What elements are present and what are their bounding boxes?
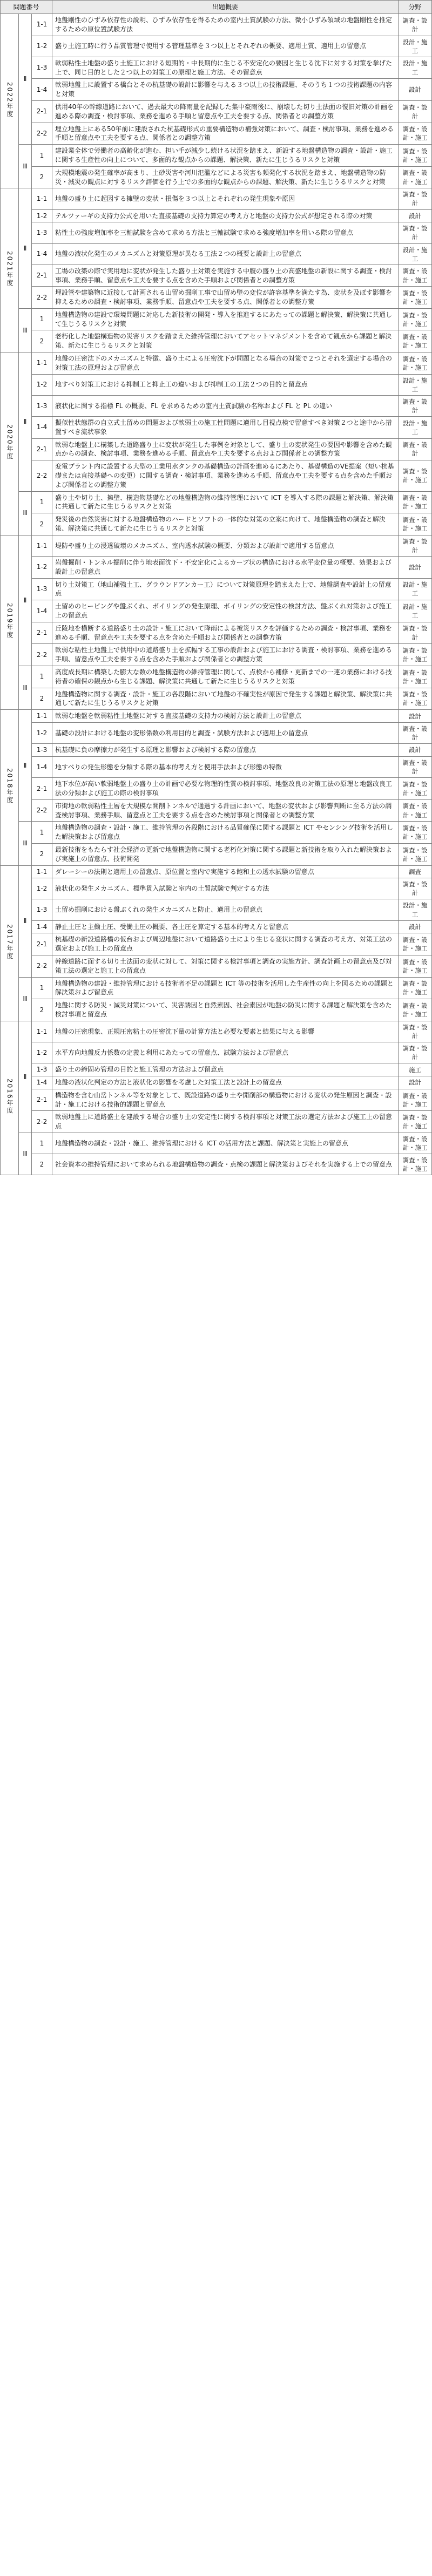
section-numeral: Ⅲ	[19, 822, 32, 865]
table-row	[1, 330, 432, 352]
question-number: 1-4	[32, 1076, 52, 1089]
question-summary: 社会資本の維持管理において求められる地盤構造物の調査・点検の課題と解決策およびそれを実施する上での留意点	[52, 1154, 399, 1175]
table-row	[1, 145, 432, 167]
table-row	[1, 778, 432, 800]
question-field: 設計・施工	[399, 243, 432, 265]
year-label: 2019年度	[5, 603, 14, 639]
question-field: 調査・設計・施工	[399, 955, 432, 978]
question-number: 1-4	[32, 600, 52, 622]
table-row	[1, 513, 432, 535]
table-row	[1, 438, 432, 460]
header-question-number: 問題番号	[1, 1, 52, 14]
question-number: 1	[32, 1133, 52, 1154]
question-summary: 丘陵地を横断する道路盛り土の設計・施工において降雨による被災リスクを評価するための調査・検討事項、業務を進める手順、留意点や工夫を要する点を含めた手順および関係者との調整方策	[52, 622, 399, 644]
question-summary: 地盤構造物に関する調査・設計・施工の各段階において地盤の不確実性が原因で発生する課題と解決策、解決策に共通して新たに生じうるリスクと対策	[52, 688, 399, 710]
question-field: 調査・設計	[399, 722, 432, 743]
question-field: 調査・設計・施工	[399, 352, 432, 375]
question-number: 1-1	[32, 14, 52, 36]
section-numeral: Ⅱ	[19, 535, 32, 666]
question-summary: 変電プラント内に設置する大型の工業用水タンクの基礎構造の計画を進めるにあたり、基礎構造のVE提案（短い杭基礎または直接基礎への変更）に関する調査・検討事項、業務を進める手順、留意点や工夫を要する点を含めた手順および関係者との調整方策	[52, 460, 399, 491]
table-row	[1, 308, 432, 330]
question-summary: 地盤剛性のひずみ依存性の説明、ひずみ依存性を得るための室内土質試験の方法、微小ひずみ領域の地盤剛性を推定するための原位置試験方法	[52, 14, 399, 36]
question-summary: 堤防や盛り土の浸透破壊のメカニズム、室内透水試験の概要、分類および設計で適用する留意点	[52, 535, 399, 556]
section-numeral: Ⅱ	[19, 14, 32, 145]
question-summary: 大規模地震の発生確率が高まり、土砂災害や河川氾濫などによる災害も頻発化する状況を踏まえ、地盤構造物の防災・減災の観点に対するリスク評価を行う上での多面的な観点からの課題、解決策、新たに生じうるリスクと対策	[52, 166, 399, 188]
section-numeral: Ⅲ	[19, 666, 32, 709]
table-row	[1, 756, 432, 777]
question-summary: 基礎の設計における地盤の変形係数の利用目的と調査・試験方法および適用上の留意点	[52, 722, 399, 743]
question-number: 2-2	[32, 1111, 52, 1133]
question-field: 調査・設計・施工	[399, 145, 432, 167]
table-row	[1, 622, 432, 644]
question-number: 1-4	[32, 417, 52, 439]
question-field: 調査・設計・施工	[399, 308, 432, 330]
question-number: 1	[32, 308, 52, 330]
section-numeral: Ⅲ	[19, 308, 32, 352]
question-number: 2	[32, 999, 52, 1021]
question-number: 2-2	[32, 123, 52, 145]
question-field: 設計	[399, 79, 432, 101]
year-label: 2020年度	[5, 424, 14, 460]
question-field: 設計・施工	[399, 578, 432, 600]
year-label: 2018年度	[5, 768, 14, 804]
question-summary: 静止土圧と主働土圧、受働土圧の概要、各土圧を算定する基本的考え方と留意点	[52, 920, 399, 933]
question-summary: 軟弱地盤上に道路盛土を建設する場合の盛り土の安定性に関する検討事項と対策工法の選定方法および施工上の留意点	[52, 1111, 399, 1133]
question-field: 調査・設計	[399, 1021, 432, 1042]
question-summary: 杭基礎の新設道路橋の仮台および周辺地盤において道路盛り土により生じる変状に関する調査の考え方、対策工法の選定および施工上の留意点	[52, 933, 399, 955]
header-summary: 出題概要	[52, 1, 399, 14]
table-body	[1, 14, 432, 1175]
question-number: 1-1	[32, 188, 52, 209]
question-number: 2	[32, 513, 52, 535]
table-row	[1, 123, 432, 145]
question-field: 調査・設計	[399, 222, 432, 243]
table-row	[1, 166, 432, 188]
question-field: 設計	[399, 920, 432, 933]
question-summary: 高度成長期に構築した膨大な数の地盤構造物の維持管理に関して、点検から補修・更新までの一連の業務における技術者の確保の観点から生じる課題、解決策に共通して新たに生じうるリスクと対策	[52, 666, 399, 688]
question-summary: 工場の改築の際で実用地に変状が発生した盛り土対策を実施する中腹の盛り土の高盛地盤の新設に関する調査・検討事項、業務手順、留意点や工夫を要する点を含めた手順および関係者との調整方策	[52, 265, 399, 287]
question-summary: 擬似性状態群の自立式土留めの問題および軟弱土の施工性問題に適用し目視点検で留意すべき対策２つと途中から措置すべき流状事象	[52, 417, 399, 439]
question-number: 2-1	[32, 265, 52, 287]
question-summary: 埋設管や建築物に近接して計画される山留め掘削工事で山留め壁の変位が許容基準を満たす為、変状を及ぼす影響を抑えるための調査・検討事項、業務手順、留意点や工夫を要する点、関係者との調整方策	[52, 287, 399, 309]
question-field: 調査・設計・施工	[399, 644, 432, 666]
question-number: 1-4	[32, 920, 52, 933]
section-numeral: Ⅲ	[19, 491, 32, 535]
question-number: 1	[32, 822, 52, 844]
table-row	[1, 395, 432, 416]
question-field: 設計	[399, 209, 432, 222]
question-summary: 盛り土施工時に行う品質管理で使用する管理基準を３つ以上とそれぞれの概要、適用土質、適用上の留意点	[52, 36, 399, 57]
question-summary: 幹線道路に面する切り土法面の変状に対して、対策に関する検討事項と調査の実施方針、調査計画上の留意点及び対策工法の選定と施工上の留意点	[52, 955, 399, 978]
question-summary: 地盤構造物の建設・維持管理における技術者不足の課題と ICT 等の技術を活用した生産性の向上を図るための課題と解決策および留意点	[52, 977, 399, 999]
table-row	[1, 1133, 432, 1154]
question-field: 調査・設計・施工	[399, 287, 432, 309]
question-number: 2-2	[32, 287, 52, 309]
question-field: 調査・設計	[399, 14, 432, 36]
question-number: 1-4	[32, 79, 52, 101]
question-field: 調査・設計・施工	[399, 1089, 432, 1111]
question-field: 調査・設計・施工	[399, 1111, 432, 1133]
question-summary: 水平方向地盤反力係数の定義と利用にあたっての留意点、試験方法および留意点	[52, 1042, 399, 1063]
question-number: 1-4	[32, 243, 52, 265]
question-number: 1-3	[32, 395, 52, 416]
question-number: 1-3	[32, 744, 52, 757]
question-field: 調査・設計	[399, 188, 432, 209]
table-row	[1, 1154, 432, 1175]
table-row	[1, 491, 432, 513]
question-field: 設計・施工	[399, 57, 432, 79]
table-row	[1, 920, 432, 933]
table-row	[1, 535, 432, 556]
question-field: 調査・設計・施工	[399, 666, 432, 688]
question-number: 1	[32, 977, 52, 999]
question-field: 調査・設計	[399, 878, 432, 899]
question-number: 1	[32, 491, 52, 513]
section-numeral: Ⅱ	[19, 1021, 32, 1133]
question-number: 1	[32, 666, 52, 688]
question-field: 調査・設計	[399, 395, 432, 416]
question-field: 調査・設計・施工	[399, 330, 432, 352]
table-row	[1, 287, 432, 309]
question-summary: 軟弱な地盤上に構築した道路盛り土に変状が発生した事例を対象として、盛り土の変状発生の要因や影響を含めた観点からの調査、検討事項、業務を進める手順、留意点や工夫を要する点および関係者との調整方策	[52, 438, 399, 460]
question-summary: 地盤の液状化判定の方法と液状化の影響を考慮した対策工法と設計上の留意点	[52, 1076, 399, 1089]
question-summary: 盛り土や切り土、擁壁、構造物基礎などの地盤構造物の維持管理において ICT を導入する際の課題と解決策、解決策に共通して新たに生じうるリスクと対策	[52, 491, 399, 513]
question-number: 2-2	[32, 799, 52, 822]
table-row	[1, 933, 432, 955]
question-field: 設計・施工	[399, 600, 432, 622]
question-summary: 老朽化した地盤構造物の災害リスクを踏まえた維持管理においてアセットマネジメントを含めて観点から課題と解決策、新たに生じうるリスクと対策	[52, 330, 399, 352]
question-summary: 軟弱な地盤を軟弱粘性土地盤に対する直接基礎の支持力の検討方法と設計上の留意点	[52, 710, 399, 723]
question-number: 1-3	[32, 899, 52, 920]
question-field: 施工	[399, 1063, 432, 1076]
question-summary: 地盤の圧密沈下のメカニズムと特徴、盛り土による圧密沈下が問題となる場合の対策で２つとそれを選定する場合の対策工法の原理および留意点	[52, 352, 399, 375]
year-cell	[1, 535, 19, 709]
table-row	[1, 1076, 432, 1089]
question-field: 調査・設計	[399, 438, 432, 460]
question-number: 2-1	[32, 933, 52, 955]
question-number: 2-2	[32, 644, 52, 666]
question-summary: 地盤の盛り土に起因する擁壁の変状・損傷を３つ以上とそれぞれの発生現象や原因	[52, 188, 399, 209]
question-summary: 供用40年の幹線道路において、過去最大の降雨量を記録した集中豪雨後に、崩壊した切り土法面の復旧対策の計画を進める際の調査・検討事項、業務を進める手順と留意点や工夫を要する点、関係者との調整方策	[52, 100, 399, 123]
question-field: 調査・設計・施工	[399, 977, 432, 999]
question-number: 1-3	[32, 1063, 52, 1076]
table-row	[1, 1111, 432, 1133]
question-number: 1-1	[32, 710, 52, 723]
table-row	[1, 722, 432, 743]
question-summary: 土留め掘削における盤ぶくれの発生メカニズムと防止、適用上の留意点	[52, 899, 399, 920]
question-field: 調査・設計	[399, 1042, 432, 1063]
question-number: 2	[32, 843, 52, 865]
question-summary: 岩盤掘削・トンネル掘削に伴う地表面沈下・不安定化によるカーブ状の構造における水平変位量の概要、効果および設計上の留意点	[52, 557, 399, 579]
question-number: 1-2	[32, 878, 52, 899]
question-number: 2-2	[32, 955, 52, 978]
question-field: 設計	[399, 557, 432, 579]
question-summary: 軟弱粘性土地盤の盛り土施工における短期的・中長期的に生じる不安定化の要因と生じる沈下に対する対策を挙げた上で、同じ目的とした２つ以上の対策工の原理と施工方法、その留意点	[52, 57, 399, 79]
question-summary: ダレーシーの法則と適用上の留意点、原位置と室内で実施する飽和土の透水試験の留意点	[52, 865, 399, 878]
table-row	[1, 688, 432, 710]
section-numeral: Ⅲ	[19, 145, 32, 188]
table-row	[1, 955, 432, 978]
question-number: 1-1	[32, 352, 52, 375]
question-field: 調査・設計・施工	[399, 933, 432, 955]
question-summary: 建設業全体で労働者の高齢化が進む、担い手が減少し続ける状況を踏まえ、新設する地盤構造物の調査・設計・施工に関する生産性の向上について、多面的な観点からの課題、解決策、新たに生じうるリスクと対策	[52, 145, 399, 167]
question-summary: 杭基礎に負の摩擦力が発生する原理と影響および検討する際の留意点	[52, 744, 399, 757]
question-summary: 発災後の自然災害に対する地盤構造物のハードとソフトの一体的な対策の立案に向けて、地盤構造物の調査と解決策、解決策に共通して新たに生じうるリスクと対策	[52, 513, 399, 535]
header-field: 分野	[399, 1, 432, 14]
question-summary: 埋立地盤上にある50年前に建設された杭基礎形式の重要構造物の補強対策において、調査・検討事項、業務を進める手順と留意点や工夫を要する点、関係者との調整方策	[52, 123, 399, 145]
year-cell	[1, 865, 19, 1021]
question-field: 調査・設計	[399, 756, 432, 777]
question-summary: 軟弱な粘性土地盤上で供用中の道路盛り土を拡幅する工事の設計および施工における調査・検討事項、業務を進める手順、留意点や工夫を要する点を含めた手順および関係者との調整方策	[52, 644, 399, 666]
question-field: 設計・施工	[399, 899, 432, 920]
table-row	[1, 460, 432, 491]
table-row	[1, 209, 432, 222]
year-label: 2021年度	[5, 251, 14, 287]
table-row	[1, 374, 432, 395]
question-summary: 地すべりの発生形態を分類する際の基本的考え方と使用手法および形態の特徴	[52, 756, 399, 777]
table-row	[1, 1089, 432, 1111]
question-summary: 切り土対策工（地山補強土工、グラウンドアンカー工）について対策原理を踏まえた上で、地盤調査や設計上の留意点	[52, 578, 399, 600]
table-row	[1, 36, 432, 57]
question-field: 調査・設計・施工	[399, 999, 432, 1021]
table-row	[1, 843, 432, 865]
section-numeral: Ⅲ	[19, 1133, 32, 1175]
question-number: 2	[32, 330, 52, 352]
question-number: 2-1	[32, 438, 52, 460]
table-row	[1, 557, 432, 579]
question-field: 調査・設計・施工	[399, 843, 432, 865]
question-summary: 盛り土の締固め管理の目的と施工管理の方法および留意点	[52, 1063, 399, 1076]
question-summary: 市街地の軟弱粘性土層を大規模な開削トンネルで通過する計画において、地盤の変状および影響判断に至る方法の調査検討事項、業務手順、留意点と工夫を要する点を含めた検討事項と関係者との調整方策	[52, 799, 399, 822]
question-field: 設計	[399, 744, 432, 757]
question-number: 1-4	[32, 756, 52, 777]
table-row	[1, 977, 432, 999]
table-row	[1, 600, 432, 622]
table-row	[1, 222, 432, 243]
question-field: 設計・施工	[399, 36, 432, 57]
year-label: 2017年度	[5, 924, 14, 960]
table-row	[1, 822, 432, 844]
table-row	[1, 243, 432, 265]
question-summary: 構造物を含む山岳トンネル等を対象として、既設道路の盛り土や開削部の構造物における変状の発生原因と調査・設計・施工における技術的課題と留意点	[52, 1089, 399, 1111]
table-row	[1, 744, 432, 757]
table-row	[1, 878, 432, 899]
question-summary: 地下水位が高い軟弱地盤上の盛り土の計画で必要な物理的性質の検討事項、地盤改良の対策工法の原理と地盤改良工法の分類および施工の際の検討事項	[52, 778, 399, 800]
question-field: 調査・設計・施工	[399, 265, 432, 287]
section-numeral: Ⅱ	[19, 352, 32, 492]
question-field: 調査・設計・施工	[399, 822, 432, 844]
question-field: 調査・設計・施工	[399, 778, 432, 800]
question-number: 1-2	[32, 209, 52, 222]
table-row	[1, 999, 432, 1021]
section-numeral: Ⅱ	[19, 865, 32, 977]
question-field: 調査・設計	[399, 535, 432, 556]
section-numeral: Ⅱ	[19, 188, 32, 309]
question-field: 調査・設計・施工	[399, 1154, 432, 1175]
question-summary: 液状化の発生メカニズム、標準貫入試験と室内の土質試験で判定する方法	[52, 878, 399, 899]
question-summary: 地盤構造物の調査・設計・施工、維持管理における ICT の活用方法と課題、解決策と実施上の留意点	[52, 1133, 399, 1154]
question-field: 調査・設計・施工	[399, 123, 432, 145]
question-summary: 地盤構造物の調査・設計・施工、維持管理の各段階における品質確保に関する課題と ICT やセンシング技術を活用した解決策および留意点	[52, 822, 399, 844]
question-summary: 地盤の圧密現象、正規圧密粘土の圧密沈下量の計算方法と必要な要素と結果に与える影響	[52, 1021, 399, 1042]
question-number: 1-2	[32, 722, 52, 743]
question-number: 2	[32, 166, 52, 188]
table-row	[1, 644, 432, 666]
table-row	[1, 100, 432, 123]
question-field: 設計・施工	[399, 417, 432, 439]
question-summary: 地すべり対策工における抑制工と抑止工の違いおよび抑制工の工法２つの目的と留意点	[52, 374, 399, 395]
table-header-row	[1, 1, 432, 14]
question-field: 調査・設計・施工	[399, 513, 432, 535]
question-field: 調査・設計・施工	[399, 1133, 432, 1154]
question-number: 1-3	[32, 222, 52, 243]
section-numeral: Ⅲ	[19, 977, 32, 1021]
table-row	[1, 1063, 432, 1076]
question-number: 1-2	[32, 374, 52, 395]
question-number: 1-1	[32, 865, 52, 878]
year-cell	[1, 188, 19, 352]
table-row	[1, 799, 432, 822]
exam-question-table	[0, 0, 432, 1175]
question-field: 調査・設計・施工	[399, 799, 432, 822]
question-field: 調査・設計・施工	[399, 688, 432, 710]
question-summary: 地盤に関する防災・減災対策について、災害誘因と自然素因、社会素因が地盤の防災に関する課題と解決策を含めた検討事項と留意点	[52, 999, 399, 1021]
table-row	[1, 265, 432, 287]
question-summary: 液状化に関する指標 FL の概要、FL を求めるための室内土質試験の名称および FL と PL の違い	[52, 395, 399, 416]
question-field: 調査・設計	[399, 100, 432, 123]
question-number: 2-1	[32, 1089, 52, 1111]
table-row	[1, 1021, 432, 1042]
year-label: 2022年度	[5, 82, 14, 118]
question-field: 調査	[399, 865, 432, 878]
question-field: 調査・設計・施工	[399, 460, 432, 491]
question-number: 1-3	[32, 57, 52, 79]
question-field: 設計	[399, 1076, 432, 1089]
table-row	[1, 899, 432, 920]
year-cell	[1, 1021, 19, 1175]
question-summary: テルツァーギの支持力公式を用いた直接基礎の支持力算定の考え方と地盤の支持力公式が想定される際の対策	[52, 209, 399, 222]
question-number: 1-2	[32, 1042, 52, 1063]
question-number: 2	[32, 688, 52, 710]
question-number: 1-1	[32, 535, 52, 556]
table-row	[1, 188, 432, 209]
question-field: 設計・施工	[399, 374, 432, 395]
year-cell	[1, 352, 19, 535]
question-summary: 粘性土の強度増加率を三軸試験を含めて求める方法と三軸試験で求める強度増加率を用いる際の留意点	[52, 222, 399, 243]
table-row	[1, 1042, 432, 1063]
question-number: 2-1	[32, 778, 52, 800]
question-number: 1-1	[32, 1021, 52, 1042]
question-number: 2	[32, 1154, 52, 1175]
question-summary: 土留めのヒービングや盤ぶくれ、ボイリングの発生原理、ボイリングの安定性の検討方法、盤ぶくれ対策および施工上の留意点	[52, 600, 399, 622]
question-summary: 最新技術をもたらす社会経済の更新で地盤構造物に関する老朽化対策に関する課題と新技術を取り入れた解決策および実施上の留意点、技術開発	[52, 843, 399, 865]
table-row	[1, 14, 432, 36]
year-label: 2016年度	[5, 1079, 14, 1115]
question-number: 1-2	[32, 36, 52, 57]
table-row	[1, 352, 432, 375]
question-summary: 地盤の液状化発生のメカニズムと対策原理が異なる工法２つの概要と設計上の留意点	[52, 243, 399, 265]
question-field: 調査・設計・施工	[399, 491, 432, 513]
question-summary: 地盤構造物の建設で環境問題に対応した新技術の開発・導入を推進するにあたっての課題と解決策、解決策に共通して生じうるリスクと対策	[52, 308, 399, 330]
table-row	[1, 865, 432, 878]
table-row	[1, 57, 432, 79]
question-number: 2-2	[32, 460, 52, 491]
section-numeral: Ⅱ	[19, 710, 32, 822]
table-row	[1, 710, 432, 723]
question-number: 1	[32, 145, 52, 167]
table-row	[1, 578, 432, 600]
table-row	[1, 417, 432, 439]
table-row	[1, 79, 432, 101]
year-cell	[1, 710, 19, 865]
question-field: 調査・設計	[399, 622, 432, 644]
table-row	[1, 666, 432, 688]
question-field: 設計	[399, 710, 432, 723]
question-summary: 軟弱地盤上に設置する橋台とその杭基礎の設計に影響を与える３つ以上の技術課題、そのうち１つの技術課題の内容と対策	[52, 79, 399, 101]
question-number: 1-3	[32, 578, 52, 600]
question-number: 1-2	[32, 557, 52, 579]
year-cell	[1, 14, 19, 188]
question-field: 調査・設計・施工	[399, 166, 432, 188]
question-number: 2-1	[32, 622, 52, 644]
question-number: 2-1	[32, 100, 52, 123]
